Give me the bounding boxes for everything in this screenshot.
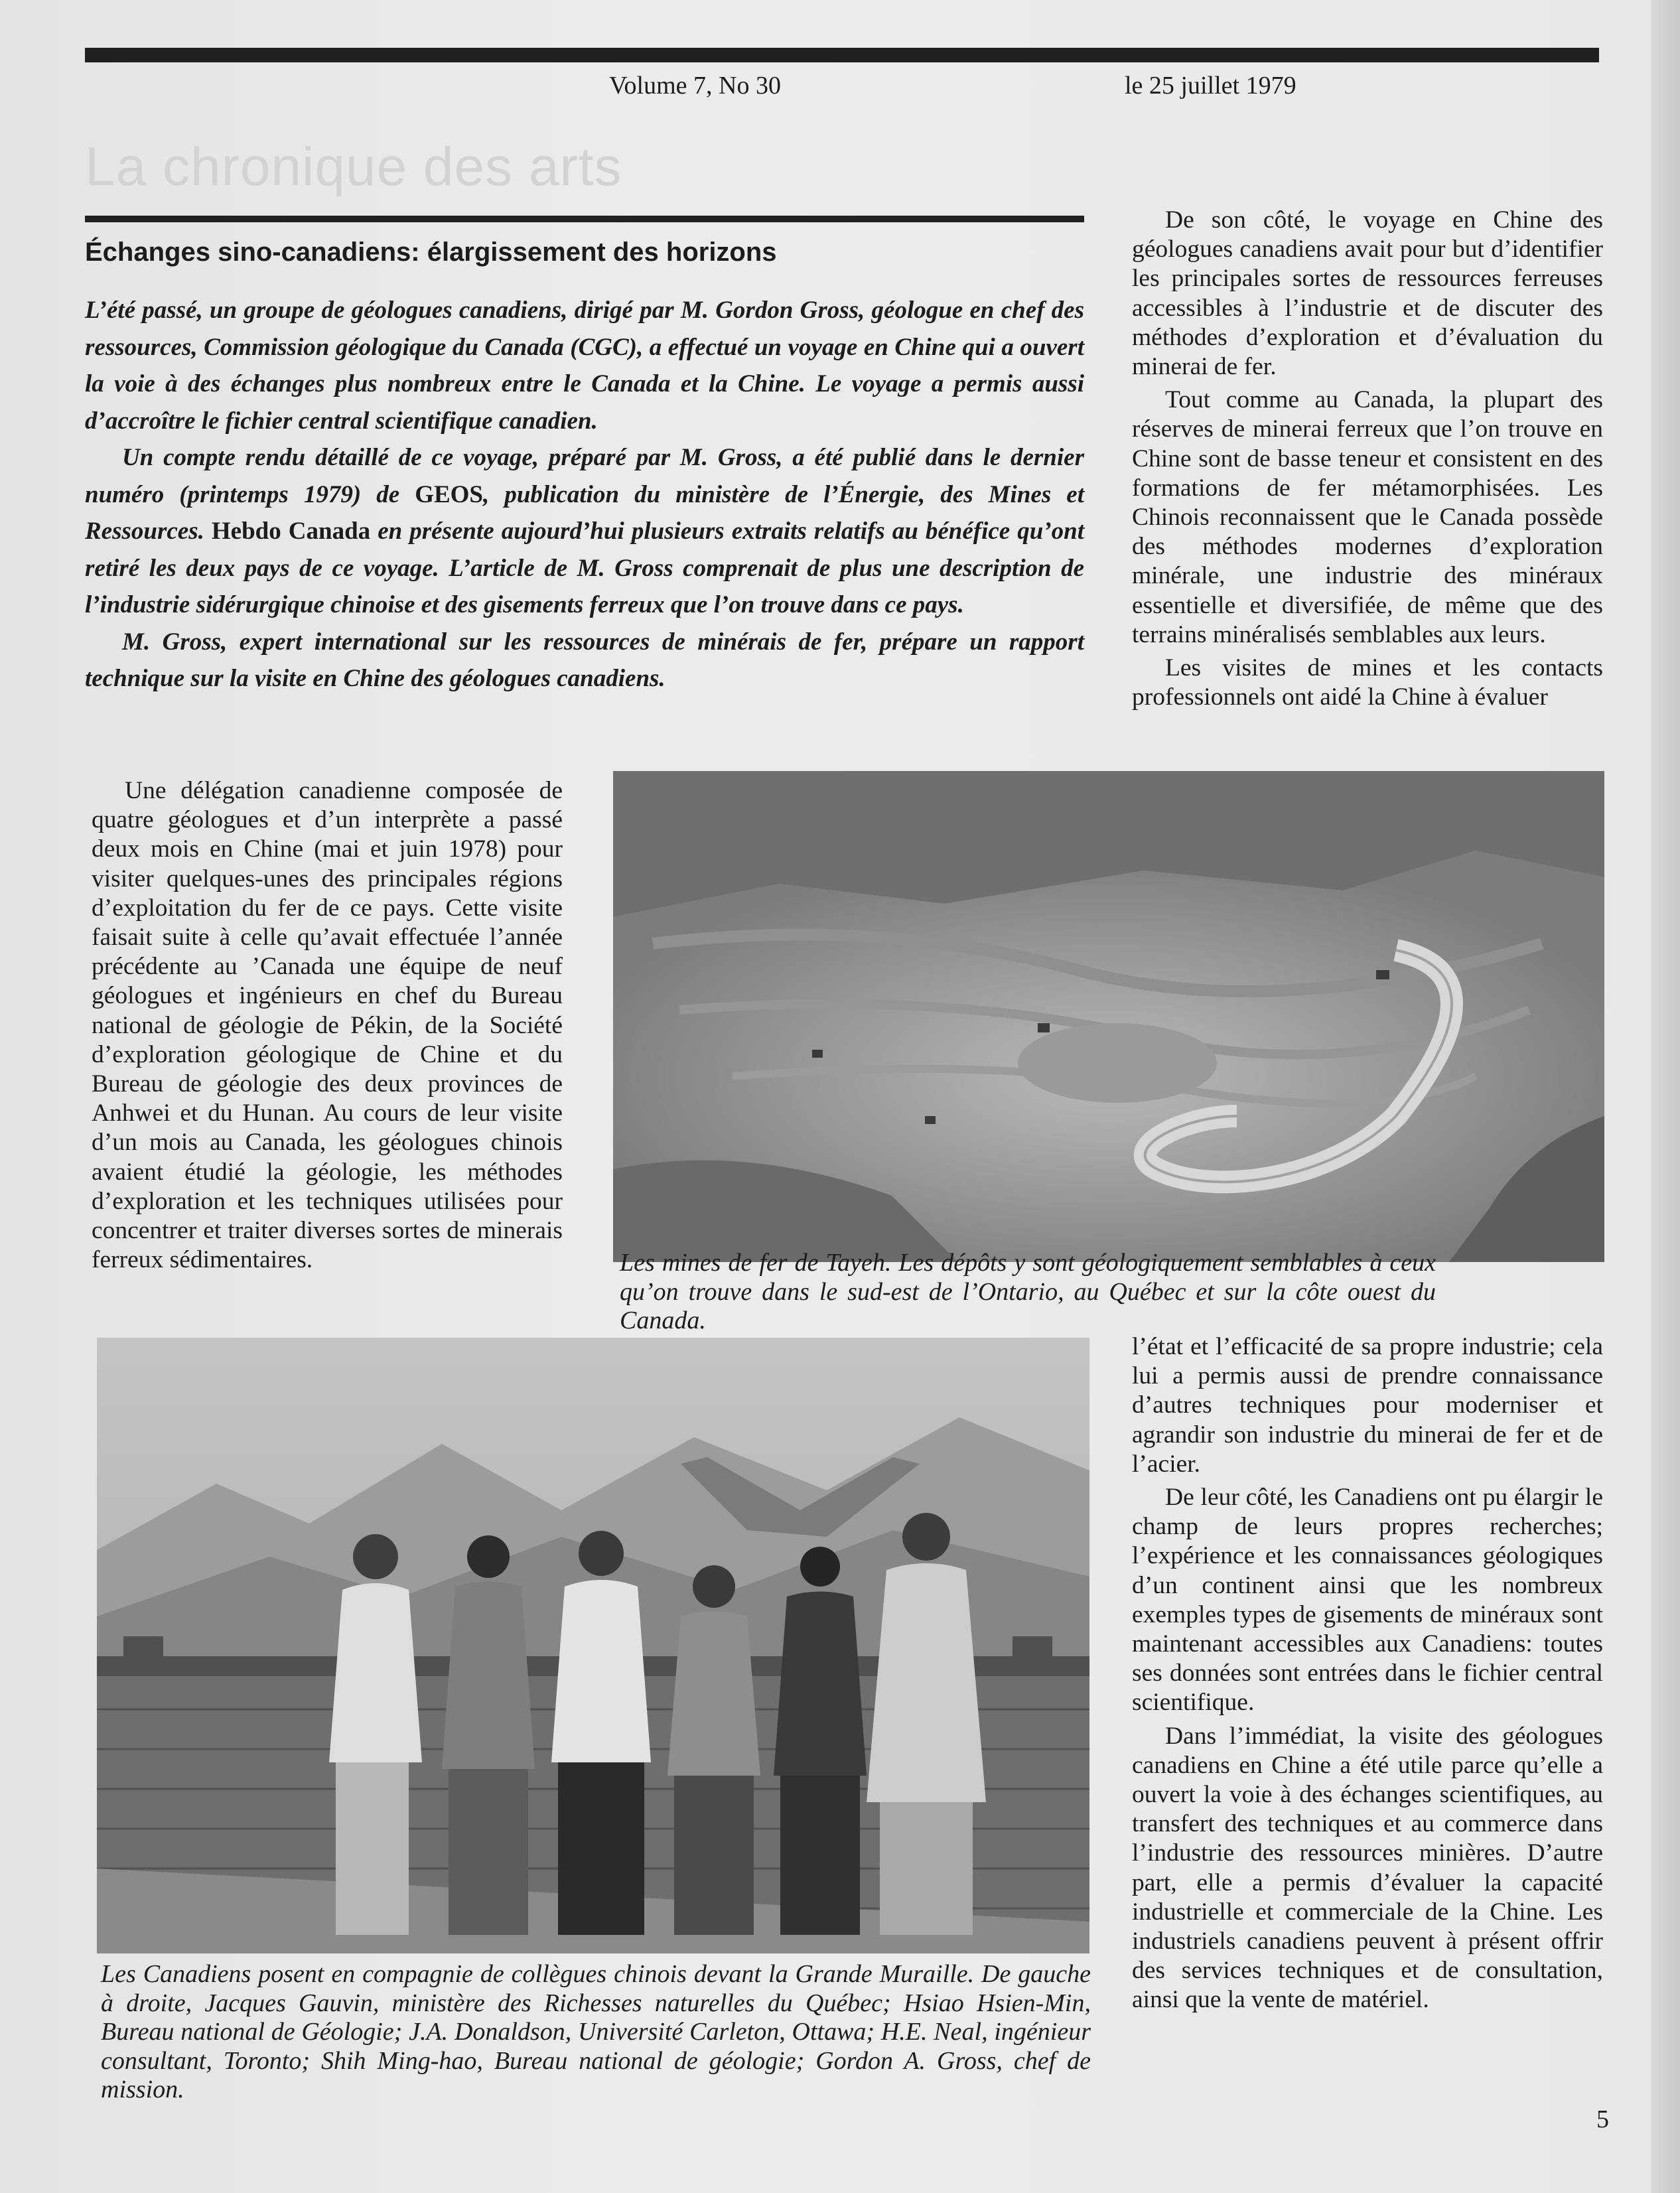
article-intro <box>85 292 1084 697</box>
great-wall-group-photo <box>97 1338 1089 1953</box>
body-paragraph: Tout comme au Canada, la plupart des réserves de minerai ferreux que l’on trouve en Chine sont de basse teneur et consistent en des formations de fer métamorphisées. Les Chinois reconnaissent que le Canada possède des méthodes modernes d’exploration minérale, une industrie des minéraux essentielle et diversifiée, de même que des terrains minéralisés semblables aux leurs. <box>1132 386 1603 648</box>
article-rule <box>85 216 1084 222</box>
right-column-top <box>1132 206 1603 716</box>
left-column <box>92 776 563 1279</box>
hebdo-canada-name: Hebdo Canada <box>211 518 371 545</box>
page-number: 5 <box>1596 2105 1609 2133</box>
body-paragraph: Les visites de mines et les contacts professionnels ont aidé la Chine à évaluer <box>1132 654 1603 711</box>
body-paragraph: De leur côté, les Canadiens ont pu élargir le champ de leurs propres recherches; l’expérience et les connaissances géologiques d’un continent ainsi que les nombreux exemples types de gisements de minéraux sont maintenant accessibles aux Canadiens: toutes ses données sont entrées dans le fichier central scientifique. <box>1132 1484 1603 1717</box>
page-edge-shadow <box>1651 0 1680 2193</box>
bleed-through-title: La chronique des arts <box>85 137 622 197</box>
body-paragraph: l’état et l’efficacité de sa propre industrie; cela lui a permis aussi de prendre connaissance d’autres techniques pour moderniser et agrandir son industrie du minerai de fer et de l’acier. <box>1132 1333 1603 1478</box>
header-rule <box>85 48 1599 62</box>
geos-publication-name: GEOS <box>415 480 484 508</box>
intro-paragraph-1: L’été passé, un groupe de géologues canadiens, dirigé par M. Gordon Gross, géologue en chef des ressources, Commission géologique du Canada (CGC), a effectué un voyage en Chine qui a ouvert la voie à des échanges plus nombreux entre le Canada et la Chine. Le voyage a permis aussi d’accroître le fichier central scientifique canadien. <box>85 297 1084 435</box>
issue-date: le 25 juillet 1979 <box>1125 72 1296 100</box>
mine-photo-caption: Les mines de fer de Tayeh. Les dépôts y sont géologiquement semblables à ceux qu’on trouve dans le sud-est de l’Ontario, au Québec et sur la côte ouest du Canada. <box>620 1249 1436 1334</box>
mine-photo <box>613 771 1604 1262</box>
volume-number: Volume 7, No 30 <box>609 72 781 100</box>
group-photo-caption: Les Canadiens posent en compagnie de collègues chinois devant la Grande Muraille. De gauche à droite, Jacques Gauvin, ministère des Richesses naturelles du Québec; Hsiao Hsien-Min, Bureau national de Géologie; J.A. Donaldson, Université Carleton, Ottawa; H.E. Neal, ingénieur consultant, Toronto; Shih Ming-hao, Bureau national de géologie; Gordon A. Gross, chef de mission. <box>101 1960 1091 2103</box>
intro-paragraph-2 <box>85 439 1084 624</box>
intro-text: en présente aujourd’hui plusieurs extraits relatifs au bénéfice qu’ont retiré les deux pays de ce voyage. L’article de M. Gross comprenait de plus une description de l’industrie sidérurgique chinoise et des gisements ferreux que l’on trouve dans ce pays. <box>85 518 1084 618</box>
body-paragraph: Une délégation canadienne composée de quatre géologues et d’un interprète a passé deux mois en Chine (mai et juin 1978) pour visiter quelques-unes des principales régions d’exploitation du fer de ce pays. Cette visite faisait suite à celle qu’avait effectuée l’année précédente au ’Canada une équipe de neuf géologues et ingénieurs en chef du Bureau national de géologie de Pékin, de la Société d’exploration géologique de Chine et du Bureau de géologie des deux provinces de Anhwei et du Hunan. Au cours de leur visite d’un mois au Canada, les géologues chinois avaient étudié la géologie, les méthodes d’exploration et les techniques utilisées pour concentrer et traiter diverses sortes de minerais ferreux sédimentaires. <box>92 777 563 1274</box>
right-column-bottom <box>1132 1332 1603 2019</box>
body-paragraph: Dans l’immédiat, la visite des géologues canadiens en Chine a été utile parce qu’elle a ouvert la voie à des échanges scientifiques, au transfert des techniques et au commerce dans l’industrie des ressources minières. D’autre part, elle a permis d’évaluer la capacité industrielle et commerciale de la Chine. Les industriels canadiens peuvent à présent offrir des services techniques et de consultation, ainsi que la vente de matériel. <box>1132 1722 1603 2014</box>
article-title: Échanges sino-canadiens: élargissement des horizons <box>85 238 777 267</box>
intro-paragraph-3: M. Gross, expert international sur les ressources de minérais de fer, prépare un rapport technique sur la visite en Chine des géologues canadiens. <box>85 628 1084 692</box>
body-paragraph: De son côté, le voyage en Chine des géologues canadiens avait pour but d’identifier les principales sortes de ressources ferreuses accessibles à l’industrie et de discuter des méthodes d’exploration et d’évaluation du minerai de fer. <box>1132 206 1603 381</box>
intro-text: Un compte rendu détaillé de ce voyage, préparé par M. Gross, a été publié dans le dernier numéro (printemps 1979) de <box>85 444 1084 508</box>
intro-text: , publication du ministère de l’Énergie, des Mines et Ressources. <box>85 480 1084 545</box>
